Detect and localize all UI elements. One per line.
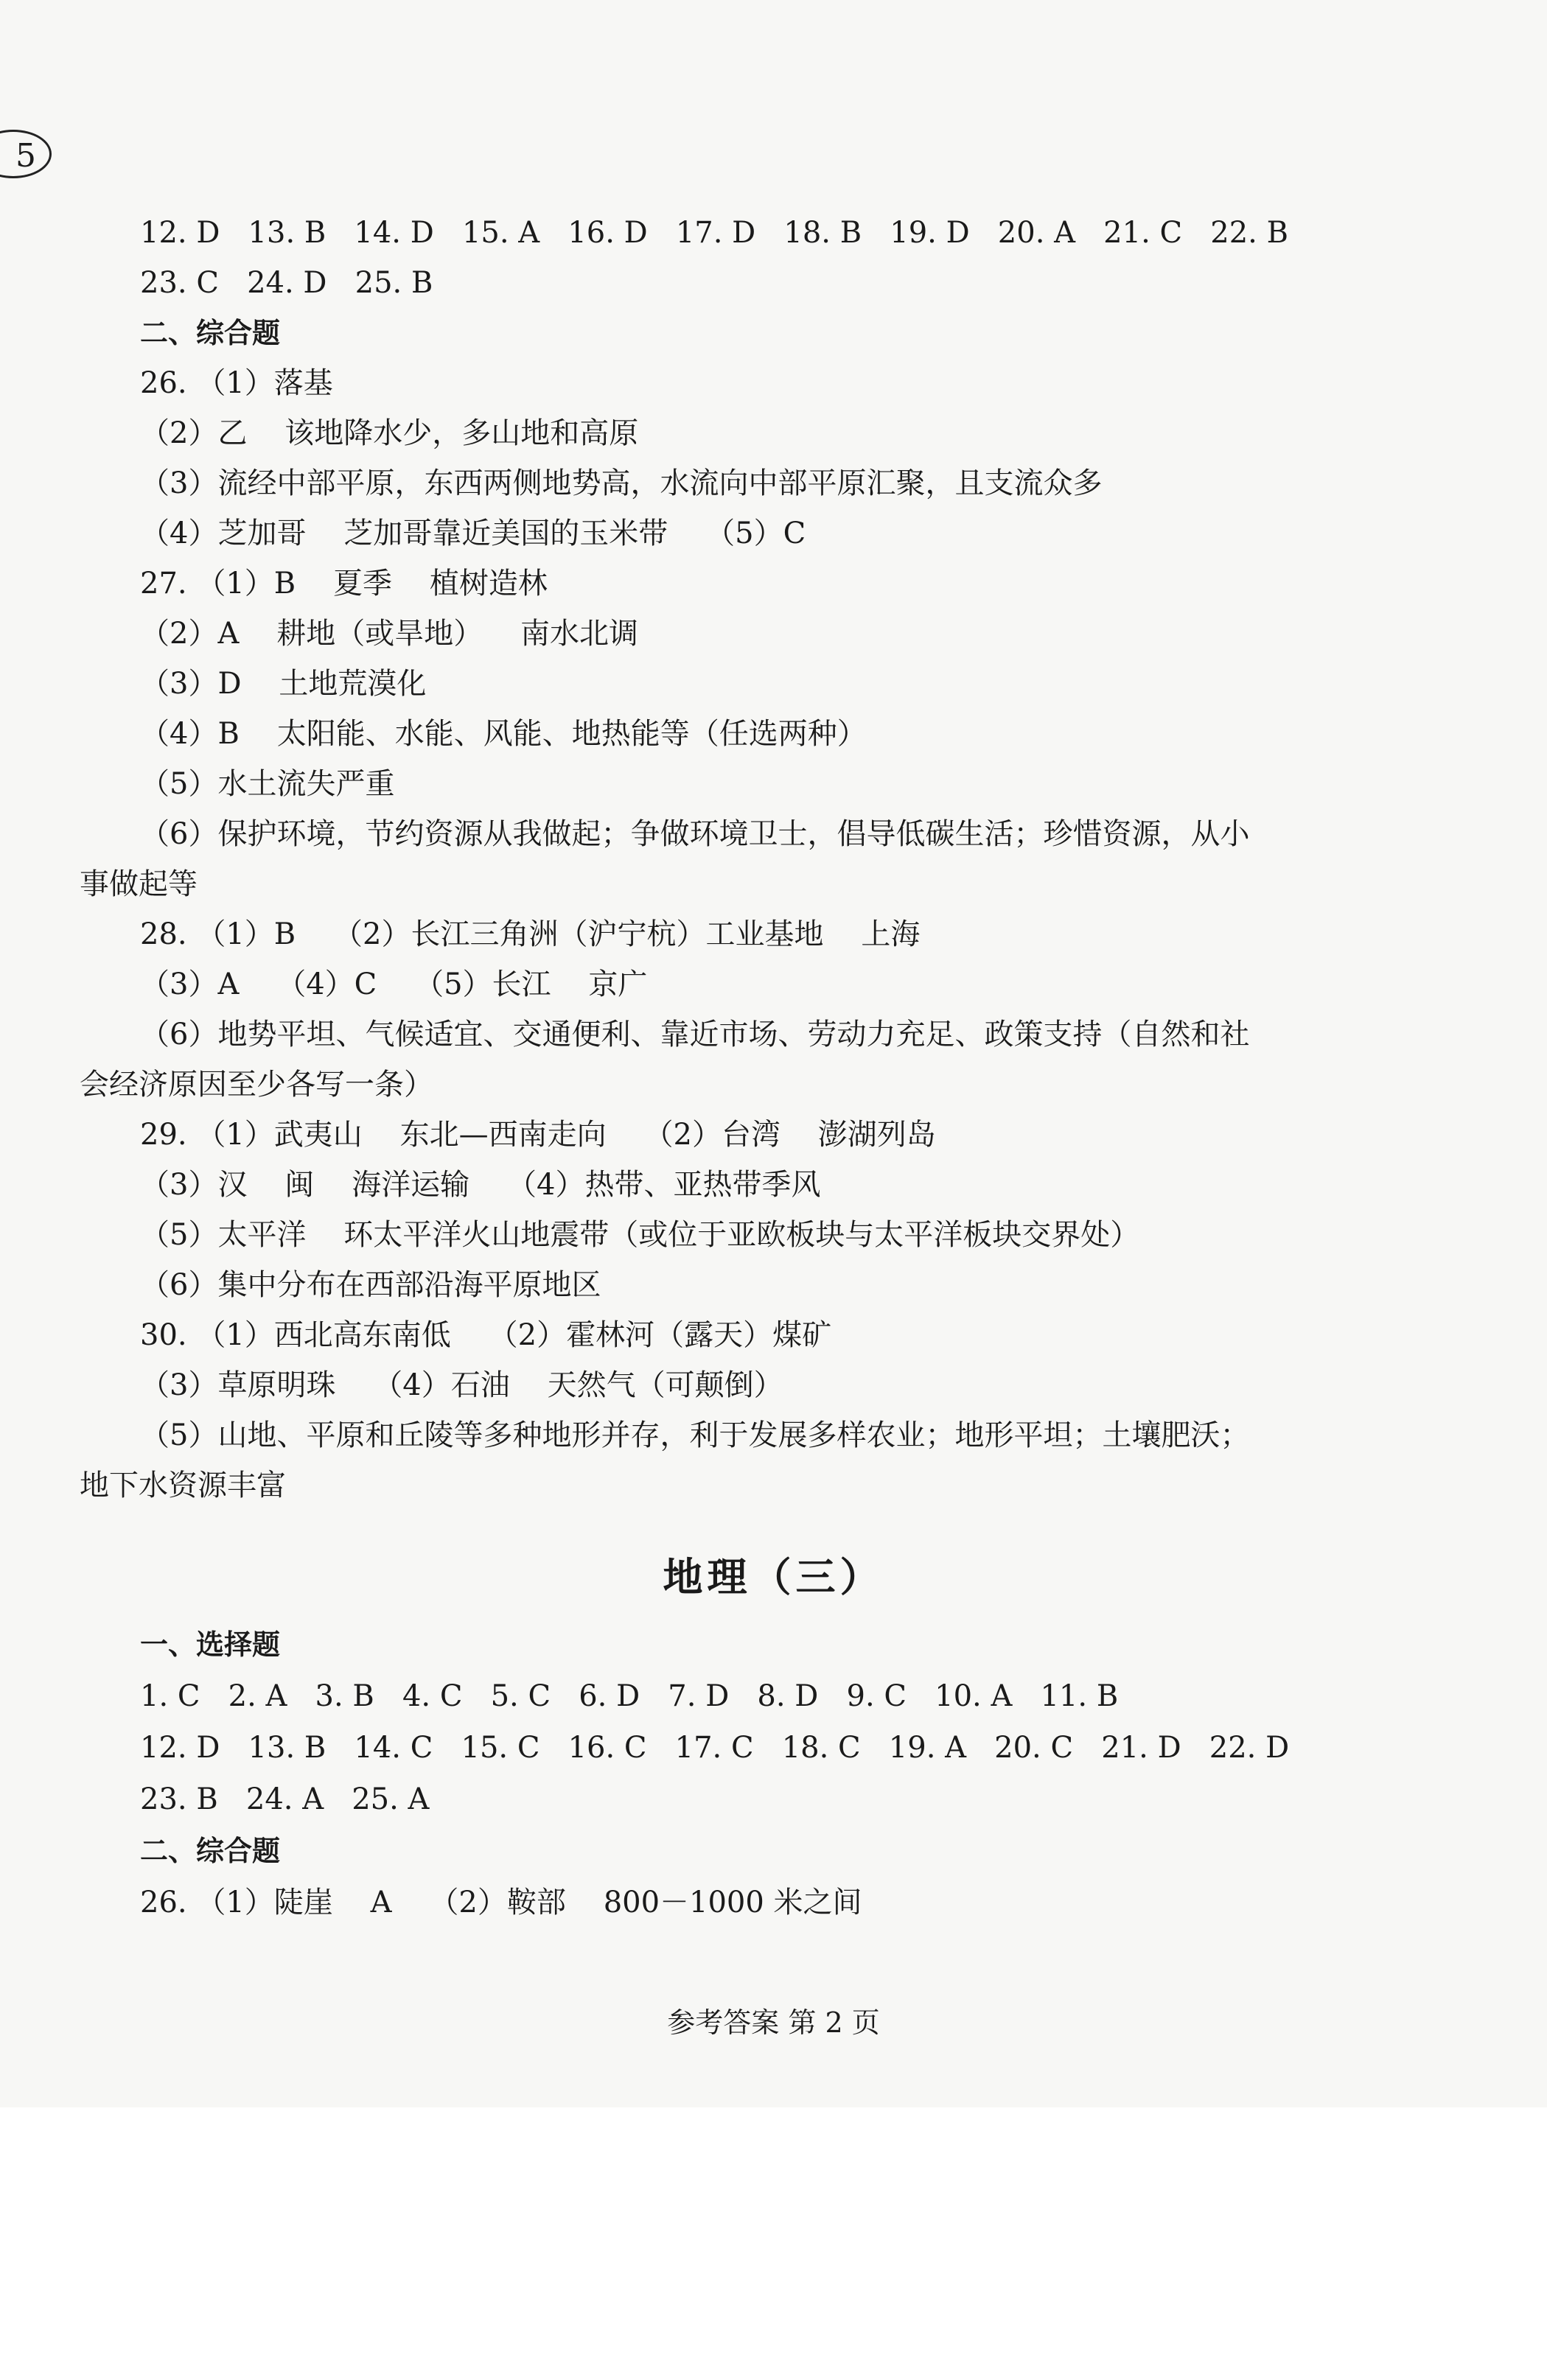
answer-line: （6）地势平坦、气候适宜、交通便利、靠近市场、劳动力充足、政策支持（自然和社 (140, 1018, 1250, 1051)
answer-line: 26. （1）陡崖 A （2）鞍部 800－1000 米之间 (140, 1886, 862, 1919)
answer-line-continuation: 事做起等 (80, 867, 198, 901)
answer-line: （3）流经中部平原，东西两侧地势高，水流向中部平原汇聚，且支流众多 (140, 466, 1103, 500)
answer-line: （4）芝加哥 芝加哥靠近美国的玉米带 （5）C (140, 517, 806, 550)
answer-line: （5）山地、平原和丘陵等多种地形并存，利于发展多样农业；地形平坦；土壤肥沃； (140, 1418, 1250, 1452)
answer-line-continuation: 地下水资源丰富 (80, 1469, 286, 1502)
answer-line: 1. C 2. A 3. B 4. C 5. C 6. D 7. D 8. D 9. C 10. A 11. B (140, 1679, 1119, 1713)
section-heading: 二、综合题 (140, 1835, 281, 1867)
answer-line: （6）集中分布在西部沿海平原地区 (140, 1268, 601, 1302)
answer-line: 28. （1）B （2）长江三角洲（沪宁杭）工业基地 上海 (140, 917, 921, 951)
answer-line: （2）A 耕地（或旱地） 南水北调 (140, 617, 639, 651)
answer-line: 30. （1）西北高东南低 （2）霍林河（露天）煤矿 (140, 1318, 832, 1352)
page-number-badge: 5 (0, 130, 52, 178)
section-heading: 二、综合题 (140, 317, 281, 349)
answer-line: 12. D 13. B 14. C 15. C 16. C 17. C 18. C 19. A 20. C 21. D 22. D (140, 1731, 1290, 1765)
answer-line-continuation: 会经济原因至少各写一条） (80, 1068, 433, 1102)
answer-line: 23. B 24. A 25. A (140, 1782, 430, 1816)
answer-line: 29. （1）武夷山 东北—西南走向 （2）台湾 澎湖列岛 (140, 1118, 936, 1152)
answer-line: （5）太平洋 环太平洋火山地震带（或位于亚欧板块与太平洋板块交界处） (140, 1218, 1140, 1252)
answer-line: 27. （1）B 夏季 植树造林 (140, 567, 548, 601)
answer-line: 26. （1）落基 (140, 366, 333, 400)
answer-line: （6）保护环境，节约资源从我做起；争做环境卫士，倡导低碳生活；珍惜资源，从小 (140, 817, 1250, 851)
section-heading: 一、选择题 (140, 1628, 281, 1661)
answer-line: （3）A （4）C （5）长江 京广 (140, 967, 648, 1001)
answer-line: 12. D 13. B 14. D 15. A 16. D 17. D 18. B 19. D 20. A 21. C 22. B (140, 216, 1288, 250)
answer-line: 23. C 24. D 25. B (140, 266, 433, 300)
answer-line: （3）D 土地荒漠化 (140, 667, 427, 701)
section-title: 地理（三） (663, 1553, 884, 1600)
page-footer: 参考答案 第 2 页 (667, 2006, 880, 2039)
answer-line: （3）草原明珠 （4）石油 天然气（可颠倒） (140, 1368, 783, 1402)
answer-line: （4）B 太阳能、水能、风能、地热能等（任选两种） (140, 717, 867, 751)
answer-line: （3）汉 闽 海洋运输 （4）热带、亚热带季风 (140, 1168, 821, 1202)
answer-line: （5）水土流失严重 (140, 767, 395, 801)
answer-line: （2）乙 该地降水少，多山地和高原 (140, 416, 639, 450)
